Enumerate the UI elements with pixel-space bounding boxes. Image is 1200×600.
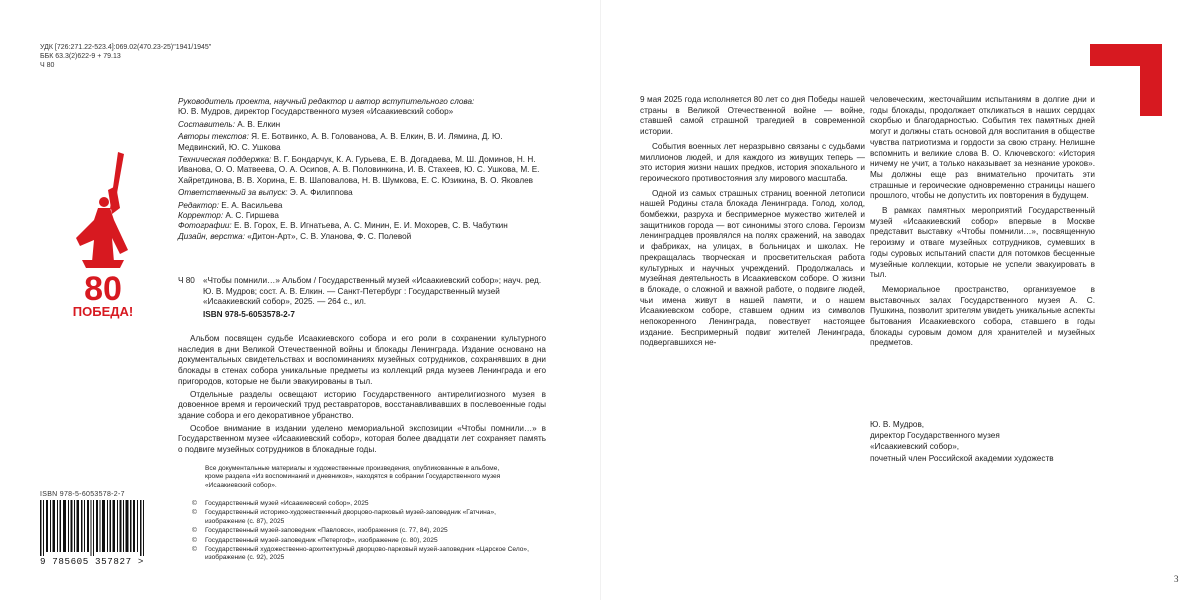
page-divider bbox=[600, 0, 601, 600]
copyright-text: Государственный музей-заповедник «Петергоф», изображение (с. 80), 2025 bbox=[205, 536, 438, 544]
annotation-paragraph: Особое внимание в издании уделено мемориальной экспозиции «Чтобы помнили…» в Государственном музее «Исаакиевский собор», которая более двадцати лет сохраняет память о подвиге музейных сотрудников в блокадные годы. bbox=[178, 423, 546, 455]
catalog-entry bbox=[178, 276, 548, 320]
credit-entry bbox=[178, 211, 543, 221]
annotation-paragraph: Альбом посвящен судьбе Исаакиевского собора и его роли в сохранении культурного наследия в дни Великой Отечественной войны и блокады Ленинграда. Издание основано на документальных свидетельствах и воспоминаниях музейных сотрудников, сохранявших в дни блокады в стенах собора уникальные предметы из коллекций ряда музеев Ленинграда и его пригородов, которые не были эвакуированы в тыл. bbox=[178, 334, 546, 386]
intro-paragraph: Мемориальное пространство, организуемое в выставочных залах Государственного музея А. С. Пушкина, позволит зрителям увидеть уникальные аспекты бытования Исаакиевского собора, ставшего в годы блокады суровым домом для хранителей и музейных предметов. bbox=[870, 284, 1095, 348]
credit-entry bbox=[178, 188, 543, 198]
credit-role: Ответственный за выпуск: bbox=[178, 188, 288, 198]
copyright-item bbox=[192, 546, 532, 563]
credit-names: А. В. Елкин bbox=[237, 119, 281, 129]
logo-number: 80 bbox=[84, 270, 122, 308]
signature-name: Ю. В. Мудров, bbox=[870, 420, 925, 429]
catalog-code: Ч 80 bbox=[178, 276, 195, 285]
annotation-paragraph: Отдельные разделы освещают историю Государственного антирелигиозного музея в довоенное время и героический труд реставраторов, восстанавливавших в послевоенные годы здание собора и его декоративное убранство. bbox=[178, 389, 546, 420]
credit-role: Составитель: bbox=[178, 119, 235, 129]
annotation-text bbox=[178, 334, 546, 458]
intro-paragraph: События военных лет неразрывно связаны с судьбами миллионов людей, и для каждого из живущих теперь — это история жизни наших предков, история эпохального и героического противостояния злу мирового масштаба. bbox=[640, 141, 865, 183]
credit-entry bbox=[178, 97, 543, 118]
credit-names: А. С. Гиршева bbox=[225, 211, 279, 221]
copyright-text: Государственный художественно-архитектурный дворцово-парковый музей-заповедник «Царское Село», изображение (с. 92), 2025 bbox=[205, 546, 529, 562]
credit-names: «Дитон-Арт», С. В. Уланова, Ф. С. Полевой bbox=[247, 231, 412, 241]
credit-role: Дизайн, верстка: bbox=[178, 231, 246, 241]
credit-role: Руководитель проекта, научный редактор и автор вступительного слова: bbox=[178, 97, 475, 106]
copyright-item bbox=[192, 509, 532, 526]
credit-role: Авторы текстов: bbox=[178, 132, 249, 142]
copyright-list bbox=[192, 500, 532, 564]
page-number: 3 bbox=[1174, 574, 1179, 584]
credit-entry bbox=[178, 232, 543, 242]
credit-role: Корректор: bbox=[178, 211, 224, 221]
copyright-item bbox=[192, 537, 532, 545]
copyright-text: Государственный историко-художественный дворцово-парковый музей-заповедник «Гатчина», изображение (с. 87), 2025 bbox=[205, 509, 496, 525]
intro-column-right bbox=[870, 95, 1095, 353]
copyright-icon: © bbox=[192, 536, 197, 544]
barcode-icon bbox=[40, 500, 145, 556]
copyright-icon: © bbox=[192, 509, 197, 517]
credit-entry bbox=[178, 221, 543, 231]
credit-names: Я. Е. Ботвинко, А. В. Голованова, А. В. Елкин, В. И. Лямина, Д. Ю. Медвинский, Ю. С. Ушкова bbox=[178, 132, 503, 152]
intro-paragraph: Одной из самых страшных страниц военной летописи нашей Родины стала блокада Ленинграда. Голод, холод, бомбежки, разруха и беспримерное мужество жителей и защитников города — вот синонимы этого слова. Героизм ленинградцев проявлялся на полях сражений, на заводах и фабриках, на улицах, в больницах и школах. Не прекращалась творческая и просветительская работа культурных и научных учреждений. Продолжалась и музейная деятельность в Исаакиевском соборе. О жизни в блокаде, о сложной и важной работе, о подвиге людей, чьи имена живут в нашей памяти, и о нашем Исаакиевском соборе, ставшем одним из символов непокоренного Ленинграда, повествует настоящее издание. Беспримерный подвиг жителей Ленинграда, подвергавшихся не- bbox=[640, 188, 865, 348]
author-signature bbox=[870, 419, 1100, 464]
red-corner-mark bbox=[1090, 44, 1162, 116]
copyright-text: Государственный музей «Исаакиевский собор», 2025 bbox=[205, 500, 369, 507]
credit-role: Фотографии: bbox=[178, 221, 232, 231]
udk-code: УДК [726:271.22-523.4]:069.02(470.23-25)"1941/1945" bbox=[40, 44, 212, 51]
copyright-icon: © bbox=[192, 546, 197, 554]
credits-block bbox=[178, 97, 543, 242]
credit-names: В. Г. Бондарчук, К. А. Гурьева, Е. В. Догадаева, М. Ш. Доминов, Н. Н. Иванова, О. О. Матвеева, О. А. Осипов, А. В. Половинкина, И. В. Стахеев, Ю. С. Ушкова, М. Е. Хайретдинова, В. В. Хорина, Е. В. Шаповалова, Н. В. Шумкова, Е. С. Юзикина, В. О. Яковлев bbox=[178, 155, 540, 185]
signature-museum: «Исаакиевский собор», bbox=[870, 442, 960, 452]
copyright-text: Государственный музей-заповедник «Павловск», изображения (с. 77, 84), 2025 bbox=[205, 527, 448, 535]
copyright-item bbox=[192, 500, 532, 508]
credit-entry bbox=[178, 201, 543, 211]
intro-column-left bbox=[640, 95, 865, 353]
signature-honor: почетный член Российской академии художеств bbox=[870, 453, 1054, 463]
intro-paragraph: 9 мая 2025 года исполняется 80 лет со дня Победы нашей страны в Великой Отечественной войне — войне, ставшей самой страшной трагедией в современной истории. bbox=[640, 95, 865, 137]
copyright-item bbox=[192, 527, 532, 535]
credit-entry bbox=[178, 132, 543, 153]
signature-title: директор Государственного музея bbox=[870, 431, 1000, 441]
barcode-isbn-label: ISBN 978-5-6053578-2-7 bbox=[40, 491, 125, 498]
intro-paragraph: В рамках памятных мероприятий Государственный музей «Исаакиевский собор» впервые в Москве представит выставку «Чтобы помнили…», посвященную героизму и отваге музейных сотрудников, сумевших в годы суровых испытаний спасти для потомков бесценные музейные коллекции, которые не успели эвакуировать в тыл. bbox=[870, 206, 1095, 280]
credit-names: Е. В. Горох, Е. В. Игнатьева, А. С. Минин, Е. И. Мохорев, С. В. Чабуткин bbox=[234, 221, 508, 231]
motherland-statue-icon bbox=[76, 152, 128, 268]
credit-role: Редактор: bbox=[178, 200, 219, 210]
copyright-icon: © bbox=[192, 527, 197, 535]
logo-word: ПОБЕДА! bbox=[72, 304, 134, 319]
victory-80-logo bbox=[58, 150, 148, 320]
intro-paragraph: человеческим, жесточайшим испытаниям в долгие дни и годы блокады, продолжает откликаться в наших сердцах скорбью и благодарностью. События тех памятных дней могут и должны стать основой для воспитания в обществе чувства патриотизма и гордости за свою страну. Нелишне вспомнить и великие слова В. О. Ключевского: «История ничему не учит, а только наказывает за незнание уроков». Мы должны еще раз внимательно прочитать эти страшные и героические одновременно страницы нашего прошлого, чтобы не допустить их повторения в будущем. bbox=[870, 95, 1095, 201]
classification-codes bbox=[40, 43, 211, 70]
copyright-icon: © bbox=[192, 500, 197, 507]
credit-entry bbox=[178, 155, 543, 186]
catalog-isbn: ISBN 978-5-6053578-2-7 bbox=[203, 309, 295, 319]
credit-role: Техническая поддержка: bbox=[178, 155, 272, 165]
rights-note: Все документальные материалы и художественные произведения, опубликованные в альбоме, кроме раздела «Из воспоминаний и дневников», находятся в собрании Государственного музея «Исаакиевский собор». bbox=[205, 465, 501, 489]
credit-names: Е. А. Васильева bbox=[221, 200, 283, 210]
credit-names: Ю. В. Мудров, директор Государственного музея «Исаакиевский собор» bbox=[178, 107, 454, 117]
catalog-description: «Чтобы помнили…» Альбом / Государственный музей «Исаакиевский собор»; науч. ред. Ю. В. Мудров; сост. А. В. Елкин. — Санкт-Петербург : Государственный музей «Исаакиевский собор», 2025. — 264 с., ил. bbox=[203, 276, 542, 307]
credit-names: Э. А. Филиппова bbox=[289, 188, 353, 198]
barcode-digits: 9 785605 357827 > bbox=[40, 556, 144, 567]
credit-entry bbox=[178, 120, 543, 130]
bbk-code: ББК 63.3(2)622-9 + 79.13 bbox=[40, 53, 121, 60]
author-sign-code: Ч 80 bbox=[40, 62, 55, 69]
